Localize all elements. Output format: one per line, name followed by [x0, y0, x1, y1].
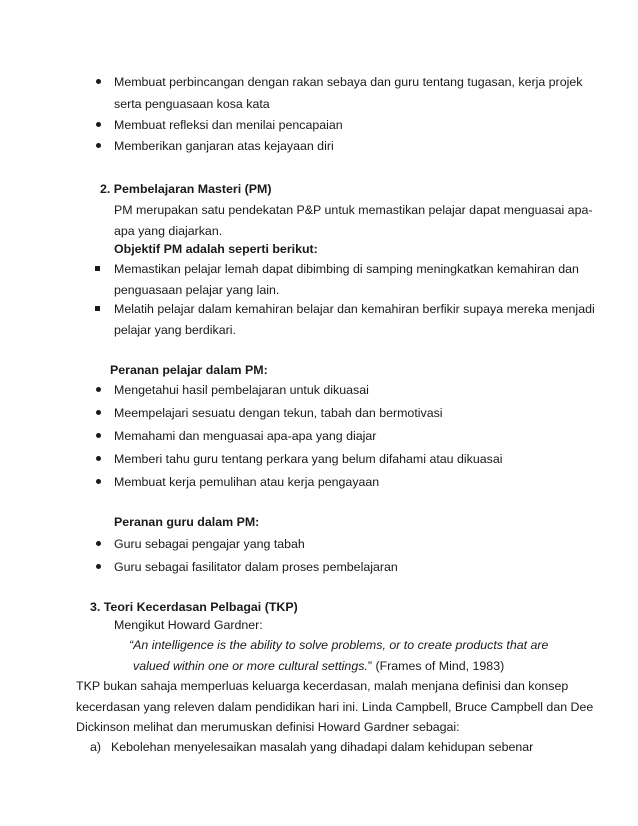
- bullet-icon: [96, 143, 101, 148]
- tkp-paragraph-line: Dickinson melihat dan merumuskan definisi Howard Gardner sebagai:: [76, 720, 460, 734]
- bullet-text: Memberikan ganjaran atas kejayaan diri: [114, 139, 334, 153]
- tkp-paragraph-line: TKP bukan sahaja memperluas keluarga kecerdasan, malah menjana definisi dan konsep: [76, 679, 569, 693]
- quote-text: valued within one or more cultural settings.: [133, 659, 368, 673]
- objective-text-cont: penguasaan pelajar yang lain.: [114, 283, 280, 297]
- objective-text-cont: pelajar yang berdikari.: [114, 323, 236, 337]
- section-heading-pm: 2. Pembelajaran Masteri (PM): [100, 182, 272, 196]
- quote-line: “An intelligence is the ability to solve problems, or to create products that are: [129, 638, 549, 652]
- bullet-icon: [96, 564, 101, 569]
- teacher-role-item: Guru sebagai pengajar yang tabah: [114, 537, 305, 551]
- student-role-item: Memahami dan menguasai apa-apa yang diajar: [114, 429, 377, 443]
- student-role-item: Meempelajari sesuatu dengan tekun, tabah dan bermotivasi: [114, 406, 443, 420]
- student-role-item: Mengetahui hasil pembelajaran untuk dikuasai: [114, 383, 369, 397]
- pm-intro-line: PM merupakan satu pendekatan P&P untuk memastikan pelajar dapat menguasai apa-: [114, 203, 593, 217]
- pm-intro-line: apa yang diajarkan.: [114, 224, 223, 238]
- objective-text: Memastikan pelajar lemah dapat dibimbing di samping meningkatkan kemahiran dan: [114, 262, 579, 276]
- pm-objective-heading: Objektif PM adalah seperti berikut:: [114, 242, 318, 256]
- bullet-text: Membuat refleksi dan menilai pencapaian: [114, 118, 343, 132]
- square-bullet-icon: [95, 266, 100, 271]
- bullet-icon: [96, 79, 101, 84]
- quote-line-2: [133, 658, 504, 674]
- bullet-text-cont: serta penguasaan kosa kata: [114, 97, 270, 111]
- teacher-role-heading: Peranan guru dalam PM:: [114, 515, 260, 529]
- bullet-icon: [96, 456, 101, 461]
- student-role-heading: Peranan pelajar dalam PM:: [110, 363, 268, 377]
- bullet-icon: [96, 410, 101, 415]
- list-marker-a: a): [90, 740, 102, 754]
- bullet-icon: [96, 387, 101, 392]
- bullet-icon: [96, 479, 101, 484]
- section-heading-tkp: 3. Teori Kecerdasan Pelbagai (TKP): [90, 600, 298, 614]
- bullet-icon: [96, 122, 101, 127]
- tkp-paragraph-line: kecerdasan yang releven dalam pendidikan hari ini. Linda Campbell, Bruce Campbell dan Dee: [76, 700, 594, 714]
- quote-close-mark: ”: [367, 659, 372, 673]
- tkp-item-a: Kebolehan menyelesaikan masalah yang dihadapi dalam kehidupan sebenar: [111, 740, 534, 754]
- teacher-role-item: Guru sebagai fasilitator dalam proses pembelajaran: [114, 560, 398, 574]
- objective-text: Melatih pelajar dalam kemahiran belajar dan kemahiran berfikir supaya mereka menjadi: [114, 302, 595, 316]
- bullet-icon: [96, 433, 101, 438]
- square-bullet-icon: [95, 306, 100, 311]
- bullet-text: Membuat perbincangan dengan rakan sebaya dan guru tentang tugasan, kerja projek: [114, 75, 583, 89]
- student-role-item: Memberi tahu guru tentang perkara yang belum difahami atau dikuasai: [114, 452, 503, 466]
- quote-citation: (Frames of Mind, 1983): [372, 659, 505, 673]
- tkp-according: Mengikut Howard Gardner:: [114, 618, 263, 632]
- bullet-icon: [96, 541, 101, 546]
- student-role-item: Membuat kerja pemulihan atau kerja pengayaan: [114, 475, 380, 489]
